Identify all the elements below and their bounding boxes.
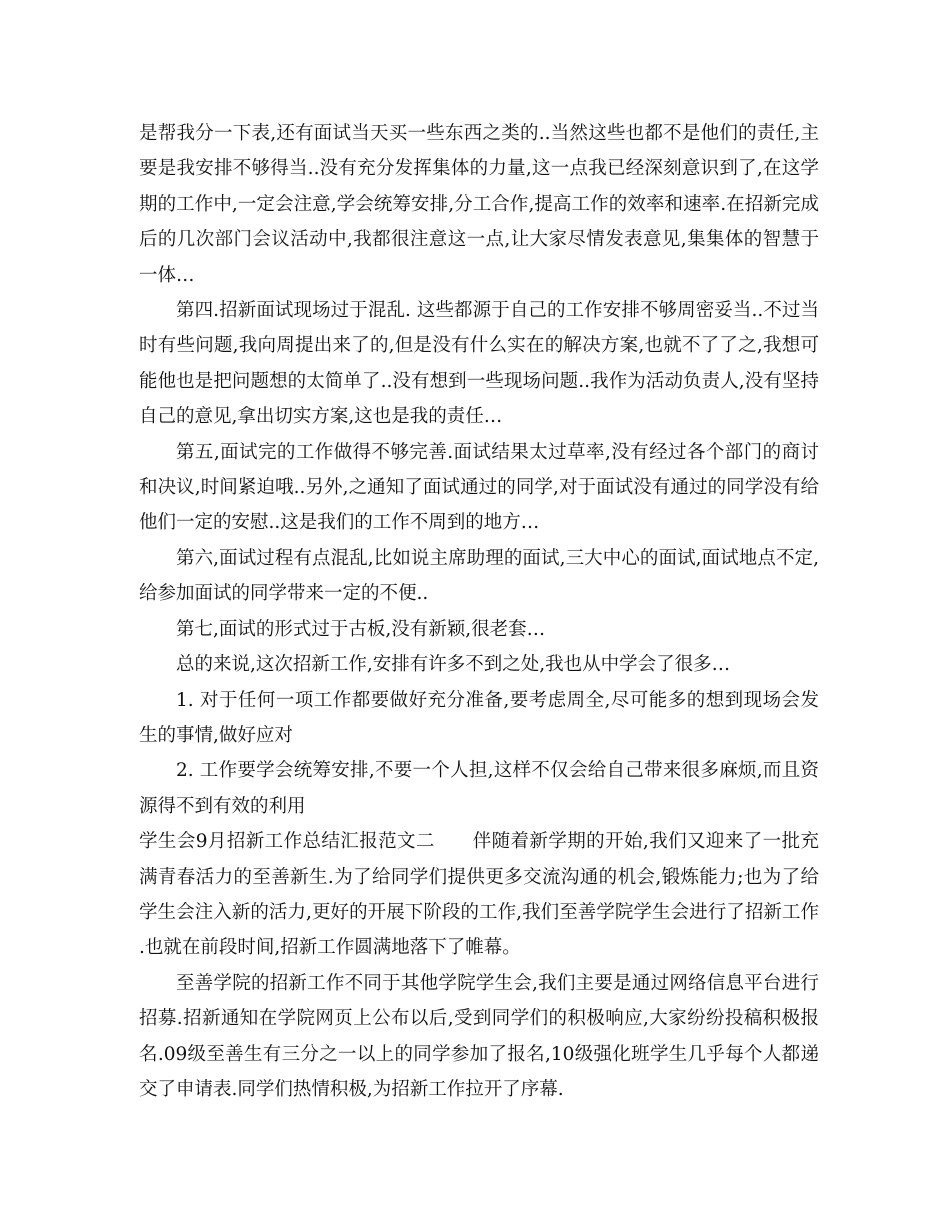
paragraph-recruitment-method: 至善学院的招新工作不同于其他学院学生会,我们主要是通过网络信息平台进行招募.招新通知在学院网页上公布以后,受到同学们的积极响应,大家纷纷投稿积极报名.09级至善生有三分之一以上的同学参加了报名,10级强化班学生几乎每个人都递交了申请表.同学们热情积极,为招新工作拉开了序幕. — [139, 972, 819, 1100]
paragraph-point-seven: 第七,面试的形式过于古板,没有新颖,很老套… — [176, 618, 546, 640]
list-item-1: 1. 对于任何一项工作都要做好充分准备,要考虑周全,尽可能多的想到现场会发生的事情,做好应对 — [139, 689, 819, 746]
paragraph-continuation: 是帮我分一下表,还有面试当天买一些东西之类的..当然这些也都不是他们的责任,主要是我安排不够得当..没有充分发挥集体的力量,这一点我已经深刻意识到了,在这学期的工作中,一定会注意,学会统筹安排,分工合作,提高工作的效率和速率.在招新完成后的几次部门会议活动中,我都很注意这一点,让大家尽情发表意见,集集体的智慧于一体… — [139, 123, 819, 286]
paragraph-summary: 总的来说,这次招新工作,安排有许多不到之处,我也从中学会了很多… — [176, 654, 731, 676]
paragraph-sample-two-heading: 学生会9月招新工作总结汇报范文二 伴随着新学期的开始,我们又迎来了一批充满青春活力的至善新生.为了给同学们提供更多交流沟通的机会,锻炼能力;也为了给学生会注入新的活力,更好的开展下阶段的工作,我们至善学院学生会进行了招新工作.也就在前段时间,招新工作圆满地落下了帷幕。 — [139, 831, 819, 959]
paragraph-point-six: 第六,面试过程有点混乱,比如说主席助理的面试,三大中心的面试,面试地点不定,给参加面试的同学带来一定的不便.. — [139, 547, 819, 605]
list-item-2: 2. 工作要学会统筹安排,不要一个人担,这样不仅会给自己带来很多麻烦,而且资源得不到有效的利用 — [139, 760, 819, 817]
paragraph-point-four: 第四.招新面试现场过于混乱. 这些都源于自己的工作安排不够周密妥当..不过当时有些问题,我向周提出来了的,但是没有什么实在的解决方案,也就不了了之,我想可能他也是把问题想的太简单了..没有想到一些现场问题..我作为活动负责人,没有坚持自己的意见,拿出切实方案,这也是我的责任… — [139, 300, 819, 428]
paragraph-point-five: 第五,面试完的工作做得不够完善.面试结果太过草率,没有经过各个部门的商讨和决议,时间紧迫哦..另外,之通知了面试通过的同学,对于面试没有通过的同学没有给他们一定的安慰..这是我们的工作不周到的地方… — [139, 441, 819, 534]
document-body — [139, 116, 819, 1107]
